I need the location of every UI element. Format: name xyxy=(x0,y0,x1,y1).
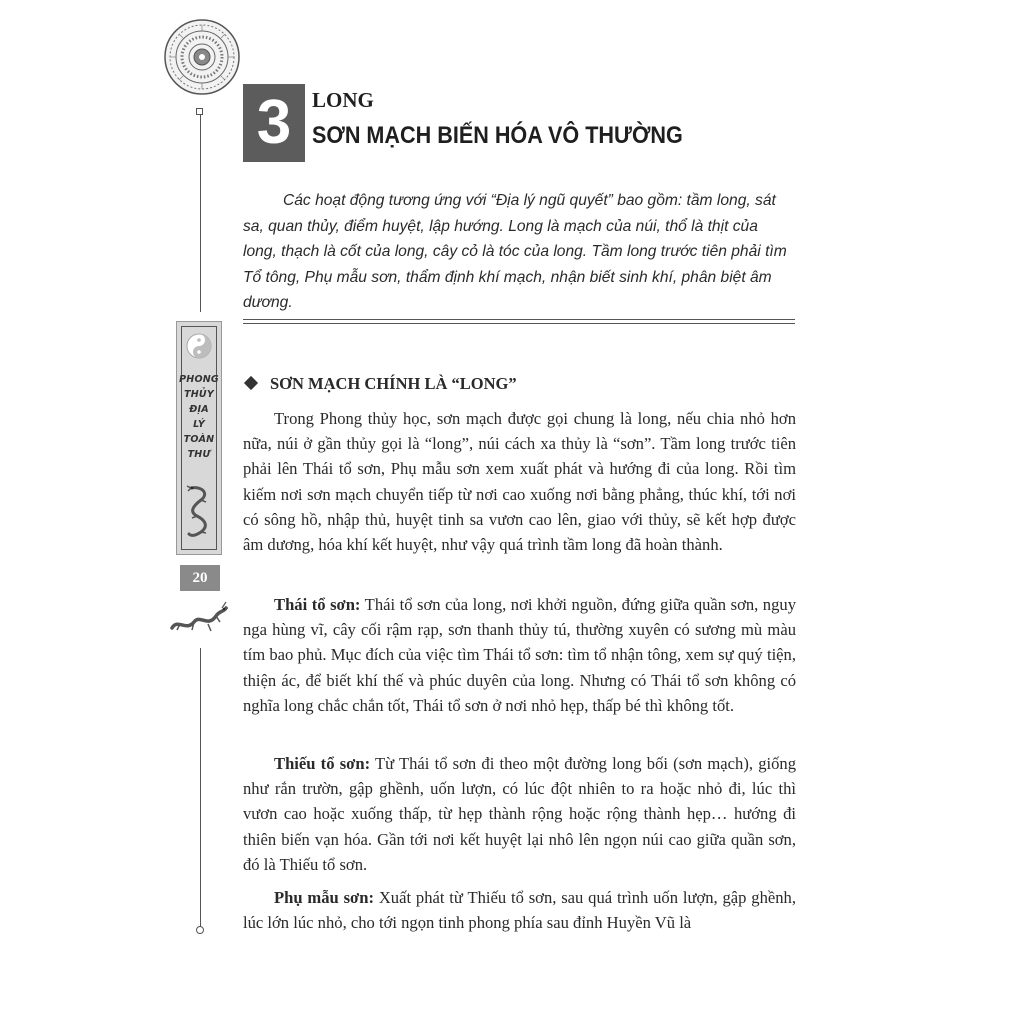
medallion-ornament-icon xyxy=(163,18,241,96)
term-label: Phụ mẫu sơn: xyxy=(274,888,374,907)
paragraph-text: Từ Thái tổ sơn đi theo một đường long bối (sơn mạch), giống như rắn trườn, gập ghềnh, uốn lượn, có lúc đột nhiên to ra hoặc nhỏ đi, lúc thì vươn cao hoặc xuống thấp, từ hẹp thành rộng hoặc rộng thành hẹp… hướng đi thiên biến vạn hóa. Gần tới nơi kết huyệt lại nhô lên ngọn núi cao giữa quần sơn, đó là Thiếu tổ sơn. xyxy=(243,754,796,874)
banner-word: TOÀN xyxy=(183,434,215,445)
diamond-bullet-icon xyxy=(244,376,258,390)
chapter-title-line2: SƠN MẠCH BIẾN HÓA VÔ THƯỜNG xyxy=(312,122,683,149)
term-label: Thái tổ sơn: xyxy=(274,595,361,614)
chapter-number: 3 xyxy=(243,84,305,162)
sidebar-circle-ornament xyxy=(196,926,204,934)
paragraph xyxy=(243,885,796,935)
paragraph xyxy=(243,751,796,877)
divider xyxy=(243,319,795,320)
term-label: Thiếu tổ sơn: xyxy=(274,754,371,773)
sidebar-square-ornament xyxy=(196,108,203,115)
paragraph xyxy=(243,406,796,557)
paragraph xyxy=(243,592,796,718)
sidebar-banner xyxy=(176,321,222,555)
yin-yang-icon xyxy=(185,332,213,360)
dragon-icon xyxy=(168,598,228,640)
divider xyxy=(243,323,795,324)
paragraph-text: Trong Phong thủy học, sơn mạch được gọi chung là long, nếu chia nhỏ hơn nữa, núi ở gần thủy gọi là “long”, núi cách xa thủy là “sơn”. Tầm long trước tiên phải lên Thái tổ sơn, Phụ mẫu sơn xem xuất phát và hướng đi của long. Rồi tìm kiếm nơi sơn mạch chuyển tiếp từ nơi cao xuống nơi bằng phẳng, thúc khí, tới nơi có sông hồ, nhập thủ, huyệt tinh sa vươn cao lên, giao với thủy, sẽ kết hợp được âm dương, hóa khí kết huyệt, như vậy quá trình tầm long đã hoàn thành. xyxy=(243,409,796,555)
chapter-title-line1: LONG xyxy=(312,88,374,112)
banner-word: ĐỊA xyxy=(189,404,209,415)
section-heading-text: SƠN MẠCH CHÍNH LÀ “LONG” xyxy=(270,374,517,393)
banner-word: PHONG xyxy=(179,374,219,385)
banner-word: THỦY xyxy=(184,389,214,400)
paragraph-text: Thái tổ sơn của long, nơi khởi nguồn, đứng giữa quần sơn, nguy nga hùng vĩ, cây cối rậm rạp, sơn thanh thủy tú, thường xuyên có sương mù màu tím bao phủ. Mục đích của việc tìm Thái tổ sơn: tìm tổ nhận tông, xem sự quý tiện, thiện ác, để biết khí thế và phúc duyên của long. Nhưng có Thái tổ sơn không có nghĩa long chắc chắn tốt, Thái tổ sơn ở nơi nhỏ hẹp, thấp bé thì không tốt. xyxy=(243,595,796,715)
banner-title xyxy=(177,372,221,462)
chapter-intro: Các hoạt động tương ứng với “Địa lý ngũ quyết” bao gồm: tầm long, sát sa, quan thủy, điểm huyệt, lập hướng. Long là mạch của núi, thổ là thịt của long, thạch là cốt của long, cây cỏ là tóc của long. Tầm long trước tiên phải tìm Tổ tông, Phụ mẫu sơn, thẩm định khí mạch, nhận biết sinh khí, phân biệt âm dương. xyxy=(243,192,787,312)
dragon-icon xyxy=(183,482,215,542)
sidebar-line-top xyxy=(200,112,201,312)
page-number: 20 xyxy=(180,565,220,591)
section-heading xyxy=(243,374,517,394)
paragraph-text: Xuất phát từ Thiếu tổ sơn, sau quá trình uốn lượn, gập ghềnh, lúc lớn lúc nhỏ, cho tới ngọn tinh phong phía sau đỉnh Huyền Vũ là xyxy=(243,888,796,933)
sidebar-line-bottom xyxy=(200,648,201,930)
banner-word: LÝ xyxy=(193,419,205,430)
banner-word: THƯ xyxy=(187,449,211,460)
